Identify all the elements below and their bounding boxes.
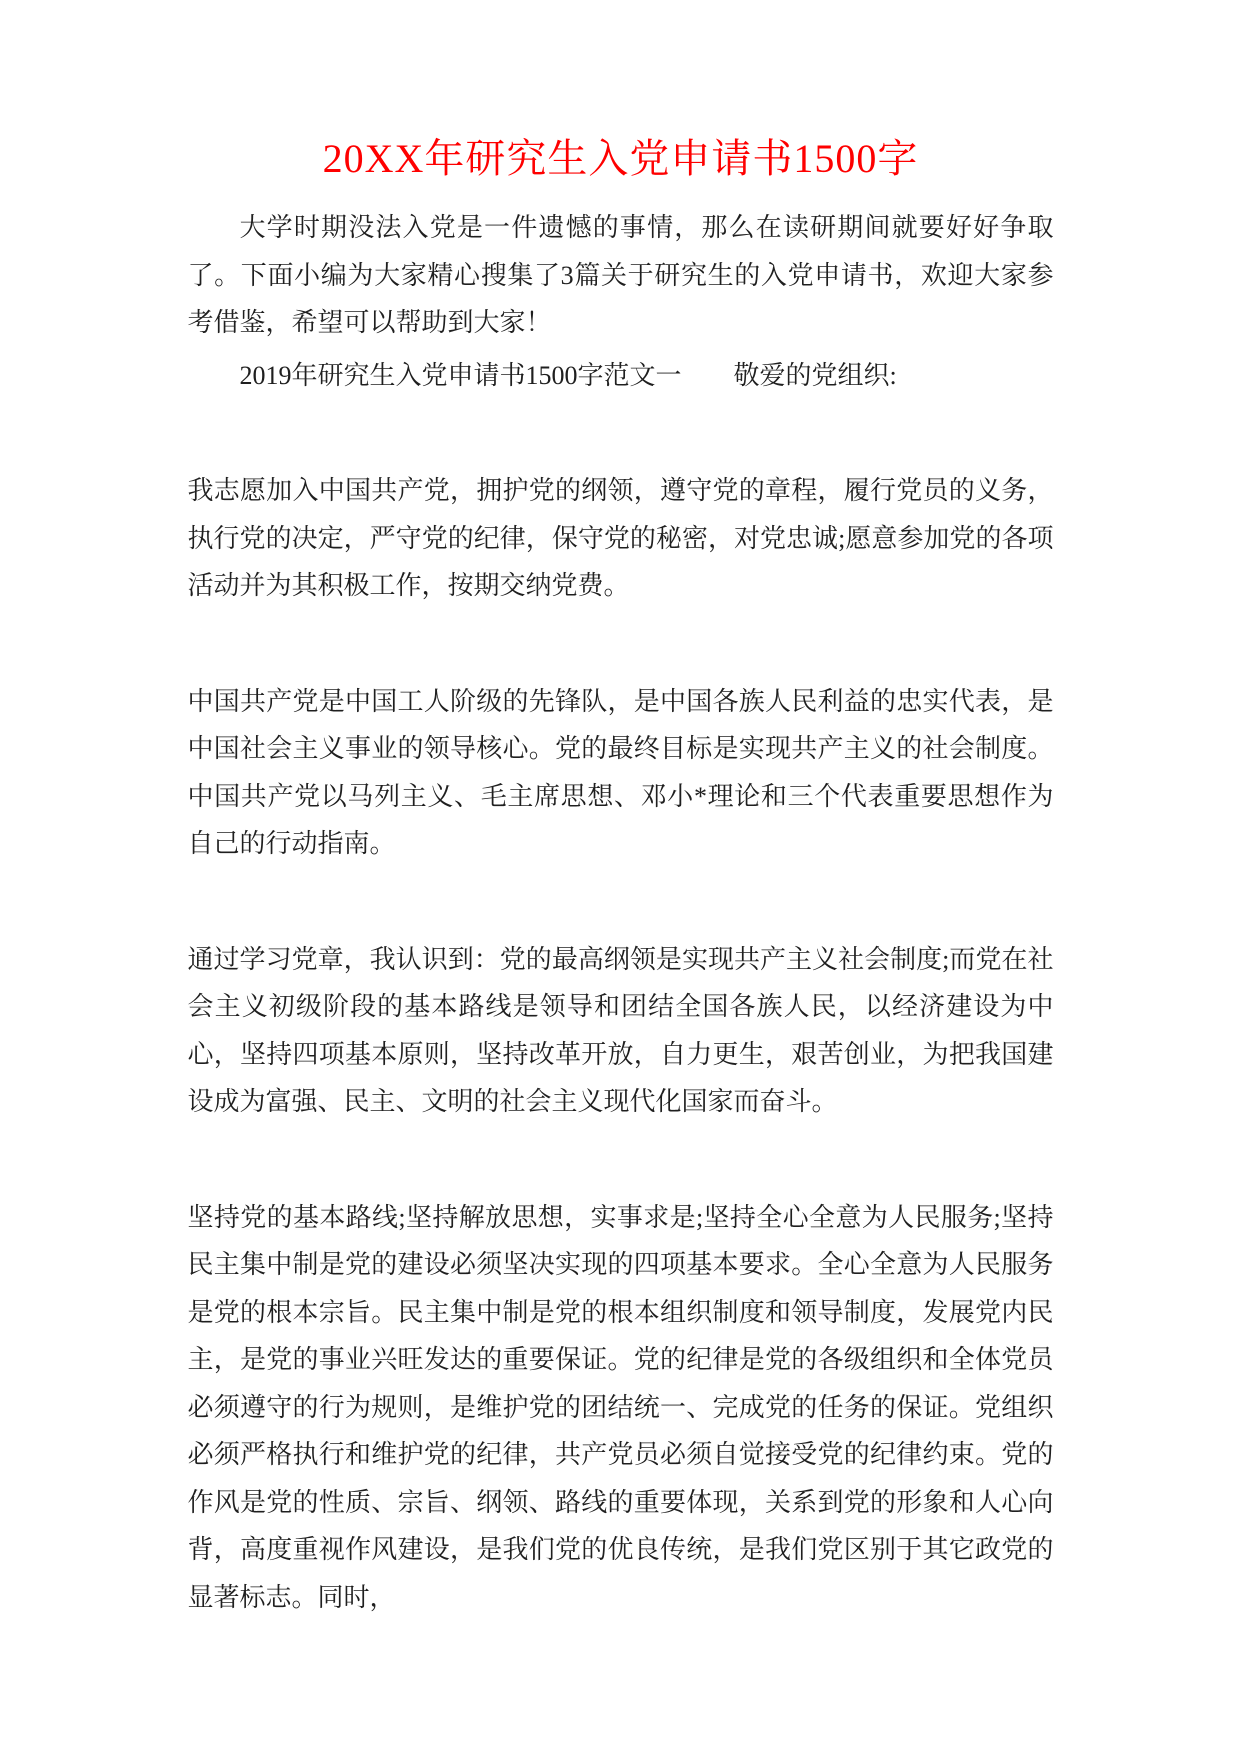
paragraph-party-nature: 中国共产党是中国工人阶级的先锋队，是中国各族人民利益的忠实代表，是中国社会主义事业的领导核心。党的最终目标是实现共产主义的社会制度。中国共产党以马列主义、毛主席思想、邓小*理论和三个代表重要思想作为自己的行动指南。 <box>187 686 1054 858</box>
paragraph-intro: 大学时期没法入党是一件遗憾的事情，那么在读研期间就要好好争取了。下面小编为大家精心搜集了3篇关于研究生的入党申请书，欢迎大家参考借鉴，希望可以帮助到大家！ <box>187 213 1054 337</box>
paragraph-constitution-study: 通过学习党章，我认识到：党的最高纲领是实现共产主义社会制度;而党在社会主义初级阶段的基本路线是领导和团结全国各族人民，以经济建设为中心，坚持四项基本原则，坚持改革开放，自力更生，艰苦创业，为把我国建设成为富强、民主、文明的社会主义现代化国家而奋斗。 <box>187 944 1054 1116</box>
paragraph-basic-requirements: 坚持党的基本路线;坚持解放思想，实事求是;坚持全心全意为人民服务;坚持民主集中制是党的建设必须坚决实现的四项基本要求。全心全意为人民服务是党的根本宗旨。民主集中制是党的根本组织制度和领导制度，发展党内民主，是党的事业兴旺发达的重要保证。党的纪律是党的各级组织和全体党员必须遵守的行为规则，是维护党的团结统一、完成党的任务的保证。党组织必须严格执行和维护党的纪律，共产党员必须自觉接受党的纪律约束。党的作风是党的性质、宗旨、纲领、路线的重要体现，关系到党的形象和人心向背，高度重视作风建设，是我们党的优良传统，是我们党区别于其它政党的显著标志。同时， <box>187 1202 1054 1612</box>
paragraph-pledge: 我志愿加入中国共产党，拥护党的纲领，遵守党的章程，履行党员的义务，执行党的决定，严守党的纪律，保守党的秘密，对党忠诚;愿意参加党的各项活动并为其积极工作，按期交纳党费。 <box>187 476 1054 600</box>
document-title: 20XX年研究生入党申请书1500字 <box>322 136 919 181</box>
paragraph-subheading-salutation: 2019年研究生入党申请书1500字范文一 敬爱的党组织: <box>239 360 897 390</box>
document-content <box>188 0 1054 1621</box>
